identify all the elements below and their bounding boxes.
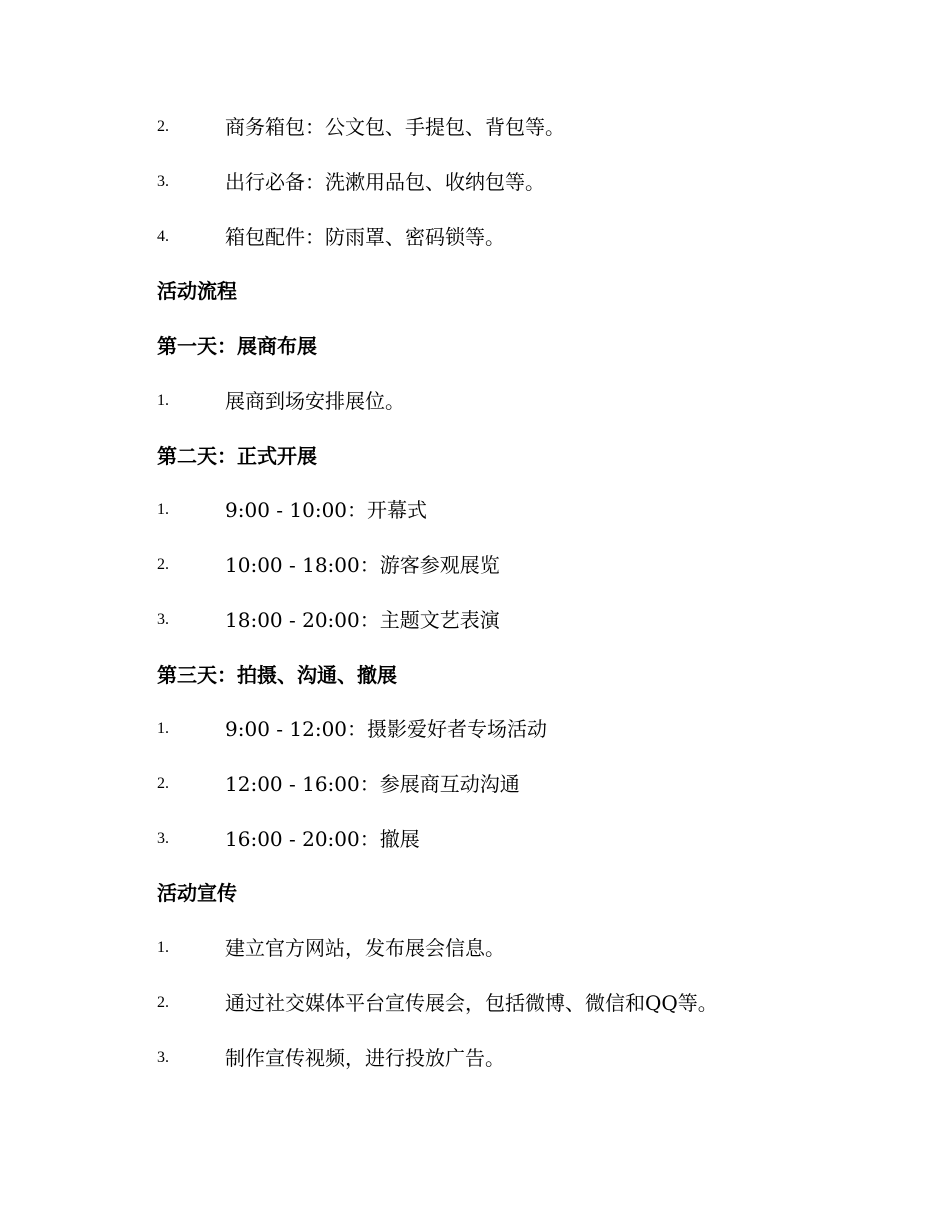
list-text: 9:00 - 12:00：摄影爱好者专场活动: [225, 717, 548, 741]
list-text: 商务箱包：公文包、手提包、背包等。: [225, 115, 565, 139]
list-text: 9:00 - 10:00：开幕式: [225, 498, 428, 522]
list-item: [157, 495, 910, 525]
list-number: 3.: [157, 830, 169, 847]
day-heading: 第二天：正式开展: [157, 444, 317, 468]
list-number: 2.: [157, 994, 169, 1011]
list-number: 3.: [157, 611, 169, 628]
list-text: 箱包配件：防雨罩、密码锁等。: [225, 225, 505, 249]
list-item: [157, 112, 910, 142]
list-text: 通过社交媒体平台宣传展会，包括微博、微信和QQ等。: [225, 991, 718, 1015]
list-number: 1.: [157, 392, 169, 409]
section-heading: 活动流程: [157, 279, 237, 303]
list-item: [157, 222, 910, 252]
list-text: 10:00 - 18:00：游客参观展览: [225, 553, 500, 577]
list-number: 2.: [157, 775, 169, 792]
list-number: 1.: [157, 720, 169, 737]
list-number: 1.: [157, 939, 169, 956]
day-heading: 第一天：展商布展: [157, 334, 317, 358]
section-heading: 活动宣传: [157, 881, 237, 905]
list-text: 建立官方网站，发布展会信息。: [225, 936, 505, 960]
list-item: [157, 769, 910, 799]
list-number: 1.: [157, 501, 169, 518]
list-item: [157, 988, 910, 1018]
list-number: 4.: [157, 228, 169, 245]
list-number: 2.: [157, 118, 169, 135]
list-text: 展商到场安排展位。: [225, 389, 405, 413]
list-text: 制作宣传视频，进行投放广告。: [225, 1046, 505, 1070]
list-item: [157, 550, 910, 580]
list-item: [157, 933, 910, 963]
list-text: 16:00 - 20:00：撤展: [225, 827, 420, 851]
list-item: [157, 714, 910, 744]
list-text: 出行必备：洗漱用品包、收纳包等。: [225, 170, 545, 194]
list-item: [157, 386, 910, 416]
list-item: [157, 1043, 910, 1073]
day-heading: 第三天：拍摄、沟通、撤展: [157, 663, 397, 687]
list-text: 12:00 - 16:00：参展商互动沟通: [225, 772, 520, 796]
list-number: 3.: [157, 1049, 169, 1066]
list-item: [157, 824, 910, 854]
list-number: 3.: [157, 173, 169, 190]
list-text: 18:00 - 20:00：主题文艺表演: [225, 608, 500, 632]
list-number: 2.: [157, 556, 169, 573]
list-item: [157, 605, 910, 635]
list-item: [157, 167, 910, 197]
